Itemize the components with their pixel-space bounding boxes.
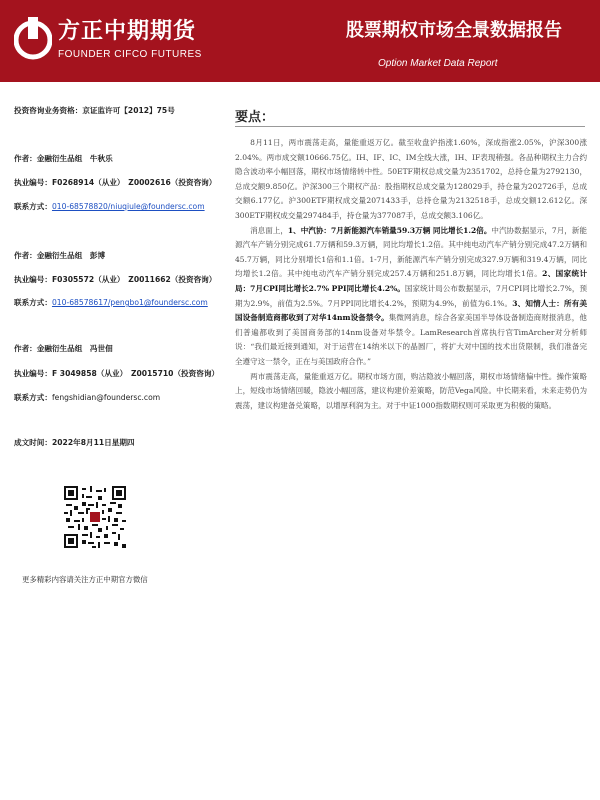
- key-points-body: [235, 136, 587, 413]
- news-body-3: 集微网消息，综合各家美国半导体设备制造商财报消息，他们普遍都收到了美国商务部的14nm设备对华禁令。LamResearch首席执行官TimArcher对分析师说：“我们最近接到通知，对于运营在14纳米以下的晶圆厂，将扩大对中国的技术出货限制，我们准备完全遵守这一禁令，正在与美国政府合作。”: [235, 313, 587, 366]
- author-1-line: 作者：金融衍生品组 牛秋乐: [14, 154, 113, 163]
- author-3-line: 作者：金融衍生品组 冯世佃: [14, 344, 113, 353]
- author-2-line: 作者：金融衍生品组 彭博: [14, 251, 106, 260]
- paragraph-news: [235, 224, 587, 370]
- author-3-email[interactable]: fengshidian@foundersc.com: [51, 393, 161, 402]
- report-header: [0, 0, 600, 82]
- news-headline-1: 1、中汽协：7月新能源汽车销量59.3万辆 同比增长1.2倍。: [287, 225, 492, 235]
- title-divider: [235, 126, 585, 127]
- paragraph-strategy: 两市震荡走高，量能重返万亿。期权市场方面，购沽隐波小幅回落，期权市场情绪偏中性。操作策略上，短线市场情绪回暖，隐波小幅回落，建议构建价差策略，防范Vega风险。中长期来看，未来走势仍为震荡，建议构建备兑策略，以增厚利润为主。对于中证1000指数期权则可采取更为积极的策略。: [235, 371, 587, 410]
- brand-name-en: FOUNDER CIFCO FUTURES: [58, 49, 202, 60]
- news-body-1: 中汽协数据显示，7月，新能源汽车产销分别完成61.7万辆和59.3万辆，同比均增长1.2倍。其中纯电动汽车产销分别完成47.2万辆和45.7万辆，同比分别增长1倍和1.1倍。1-7月，新能源汽车产销分别完成327.9万辆和319.4万辆，同比均增长1.2倍。其中纯电动汽车产销分别完成257.4万辆和251.8万辆，同比均增长1倍。: [235, 225, 587, 279]
- publish-date: 成文时间：2022年8月11日星期四: [14, 438, 135, 447]
- author-2-email-link[interactable]: 010-68578617/pengbo1@foundersc.com: [51, 298, 208, 307]
- news-headline-2: 2、国家统计局：7月CPI同比增长2.7% PPI同比增长4.2%。: [235, 269, 587, 293]
- contact-label: 联系方式：: [14, 298, 52, 307]
- qr-caption: 更多精彩内容请关注方正中期官方微信: [22, 575, 148, 584]
- founder-logo-icon: [14, 15, 52, 65]
- news-headline-3: 3、知情人士：所有美国设备制造商都收到了对华14nm设备禁令。: [235, 298, 587, 323]
- author-1-email-link[interactable]: 010-68578820/niuqiule@foundersc.com: [51, 202, 205, 211]
- author-2-contact: [14, 296, 208, 309]
- author-1-contact: [14, 200, 205, 213]
- contact-label: 联系方式：: [14, 202, 52, 211]
- author-2-exec-number: 执业编号：F0305572（从业） Z0011662（投资咨询）: [14, 275, 217, 284]
- author-3-contact: [14, 391, 160, 404]
- paragraph-market-summary: 8月11日，两市震荡走高，量能重返万亿。截至收盘沪指涨1.60%，深成指涨2.05%，沪深300涨2.04%。两市成交额10666.75亿。IH、IF、IC、IM全线大涨，IH、IF表现稍强。各品种期权主力合约隐含波动率小幅回落，期权市场情绪转中性。50ETF期权总成交量为2351702，总持仓量为2792130，总成交额9.850亿。沪深300三个期权产品：股指期权总成交量为128029手，持仓量为202726手，总成交额6.177亿。沪300ETF期权成交量2071433手，总持仓量为2132518手，总成交额12.612亿。深300ETF期权成交量297484手，持仓量为377087手，总成交额3.106亿。: [235, 138, 587, 220]
- report-subtitle: Option Market Data Report: [378, 58, 498, 69]
- key-points-title: 要点：: [235, 110, 275, 125]
- license-text: 投资咨询业务资格：京证监许可【2012】75号: [14, 106, 175, 115]
- brand-name-cn: 方正中期期货: [58, 19, 197, 44]
- news-body-2: 国家统计局公布数据显示，7月CPI同比增长2.7%，预期为2.9%，前值为2.5%。7月PPI同比增长4.2%，预期为4.9%，前值为6.1%。: [235, 283, 588, 308]
- contact-label: 联系方式：: [14, 393, 52, 402]
- author-3-exec-number: 执业编号：F 3049858（从业） Z0015710（投资咨询）: [14, 369, 220, 378]
- report-title: 股票期权市场全景数据报告: [346, 20, 562, 41]
- wechat-qr-code: [64, 486, 126, 548]
- news-intro: 消息面上，: [250, 225, 288, 235]
- author-1-exec-number: 执业编号：F0268914（从业） Z0002616（投资咨询）: [14, 178, 217, 187]
